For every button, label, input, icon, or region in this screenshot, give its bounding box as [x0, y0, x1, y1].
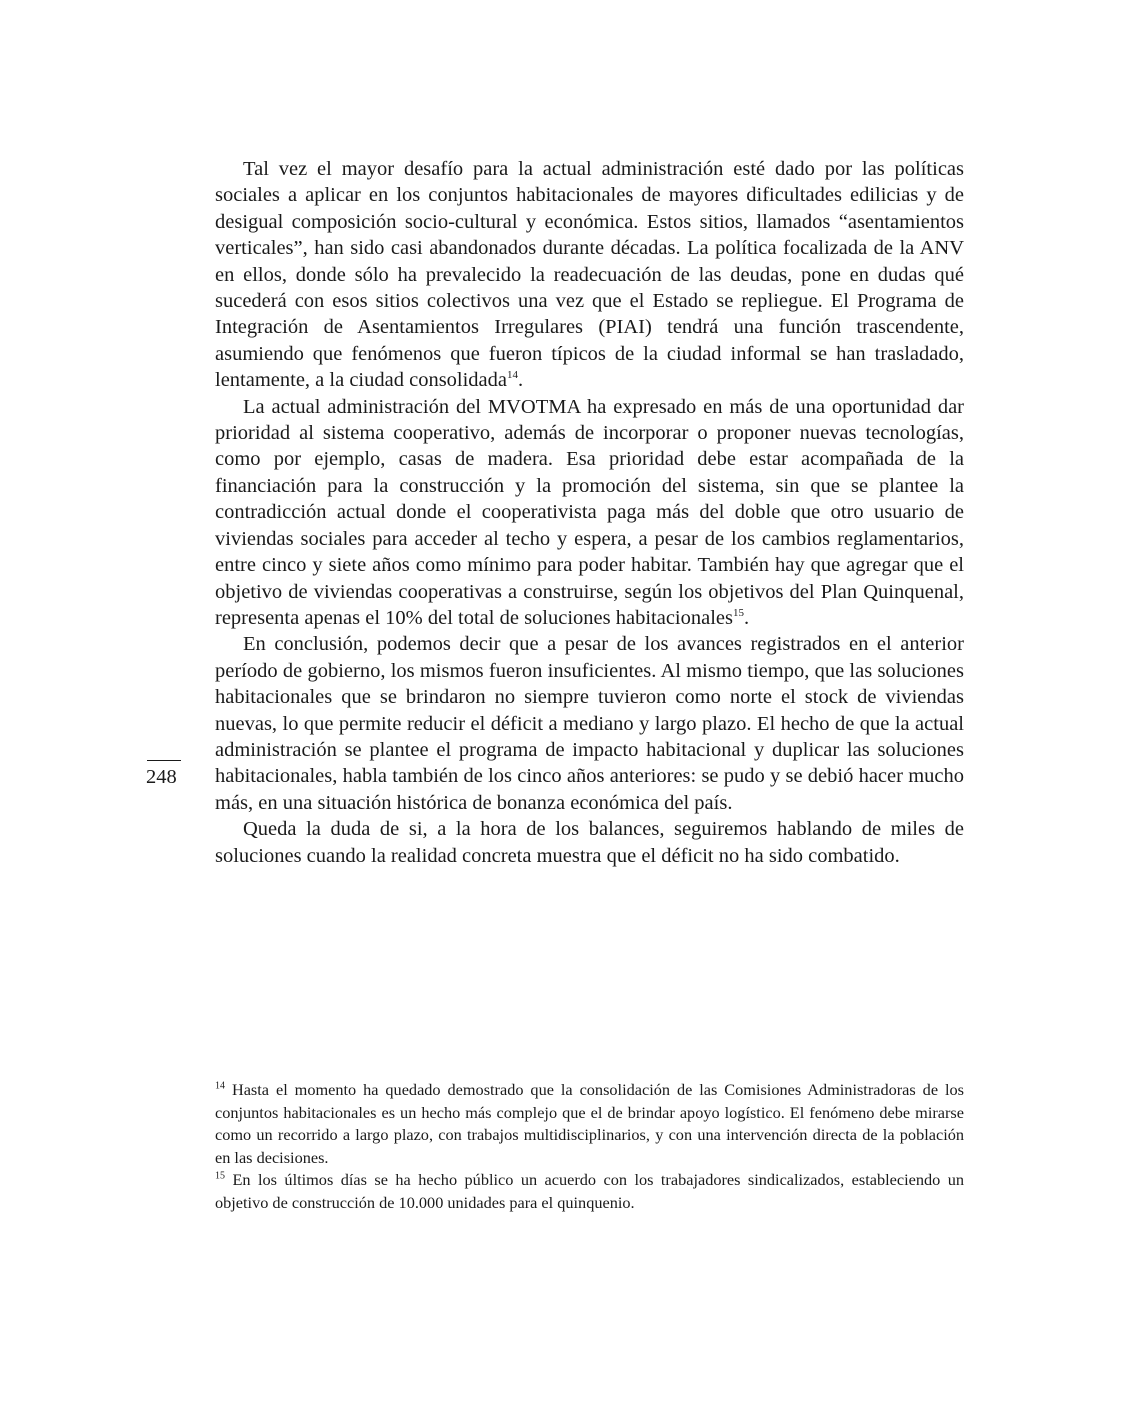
page-number: 248 — [146, 766, 177, 788]
footnote-14 — [215, 1079, 964, 1169]
footnote-number: 14 — [215, 1080, 225, 1092]
footnote-15 — [215, 1169, 964, 1214]
paragraph-1 — [215, 156, 964, 394]
paragraph-3-text: En conclusión, podemos decir que a pesar de los avances registrados en el anterior período de gobierno, los mismos fueron insuficientes. Al mismo tiempo, que las soluciones habitacionales que se brindaron no siempre tuvieron como norte el stock de viviendas nuevas, lo que permite reducir el déficit a mediano y largo plazo. El hecho de que la actual administración se plantee el programa de impacto habitacional y duplicar las soluciones habitacionales, habla también de los cinco años anteriores: se pudo y se debió hacer mucho más, en una situación histórica de bonanza económica del país. — [215, 633, 964, 814]
paragraph-2-tail: . — [744, 606, 750, 629]
paragraph-2-text: La actual administración del MVOTMA ha expresado en más de una oportunidad dar prioridad al sistema cooperativo, además de incorporar o proponer nuevas tecnologías, como por ejemplo, casas de madera. Esa prioridad debe estar acompañada de la financiación para la construcción y la promoción del sistema, sin que se plantee la contradicción actual donde el cooperativista paga más del doble que otro usuario de viviendas sociales para acceder al techo y espera, a pesar de los cambios reglamentarios, entre cinco y siete años como mínimo para poder habitar. También hay que agregar que el objetivo de viviendas cooperativas a construirse, según los objetivos del Plan Quinquenal, representa apenas el 10% del total de soluciones habitacionales — [215, 395, 964, 629]
footnote-ref-15: 15 — [733, 607, 744, 620]
paragraph-2 — [215, 394, 964, 632]
paragraph-4 — [215, 816, 964, 869]
paragraph-3 — [215, 631, 964, 816]
footnote-ref-14: 14 — [507, 369, 519, 382]
paragraph-1-tail: . — [518, 369, 524, 392]
paragraph-1-text: Tal vez el mayor desafío para la actual administración esté dado por las políticas sociales a aplicar en los conjuntos habitacionales de mayores dificultades edilicias y de desigual composición socio-cultural y económica. Estos sitios, llamados “asentamientos verticales”, han sido casi abandonados durante décadas. La política focalizada de la ANV en ellos, donde sólo ha prevalecido la readecuación de las deudas, pone en dudas qué sucederá con esos sitios colectivos una vez que el Estado se repliegue. El Programa de Integración de Asentamientos Irregulares (PIAI) tendrá una función trascendente, asumiendo que fenómenos que fueron típicos de la ciudad informal se han trasladado, lentamente, a la ciudad consolidada — [215, 158, 964, 392]
main-text — [215, 156, 964, 869]
page-number-rule — [147, 760, 181, 761]
paragraph-4-text: Queda la duda de si, a la hora de los balances, seguiremos hablando de miles de soluciones cuando la realidad concreta muestra que el déficit no ha sido combatido. — [215, 818, 964, 867]
footnote-text: En los últimos días se ha hecho público un acuerdo con los trabajadores sindicalizados, estableciendo un objetivo de construcción de 10.000 unidades para el quinquenio. — [215, 1170, 964, 1212]
footnote-text: Hasta el momento ha quedado demostrado que la consolidación de las Comisiones Administradoras de los conjuntos habitacionales es un hecho más complejo que el de brindar apoyo logístico. El fenómeno debe mirarse como un recorrido a largo plazo, con trabajos multidisciplinarios, y con una intervención directa de la población en las decisiones. — [215, 1080, 964, 1167]
footnotes — [215, 1079, 964, 1215]
footnote-number: 15 — [215, 1170, 225, 1182]
